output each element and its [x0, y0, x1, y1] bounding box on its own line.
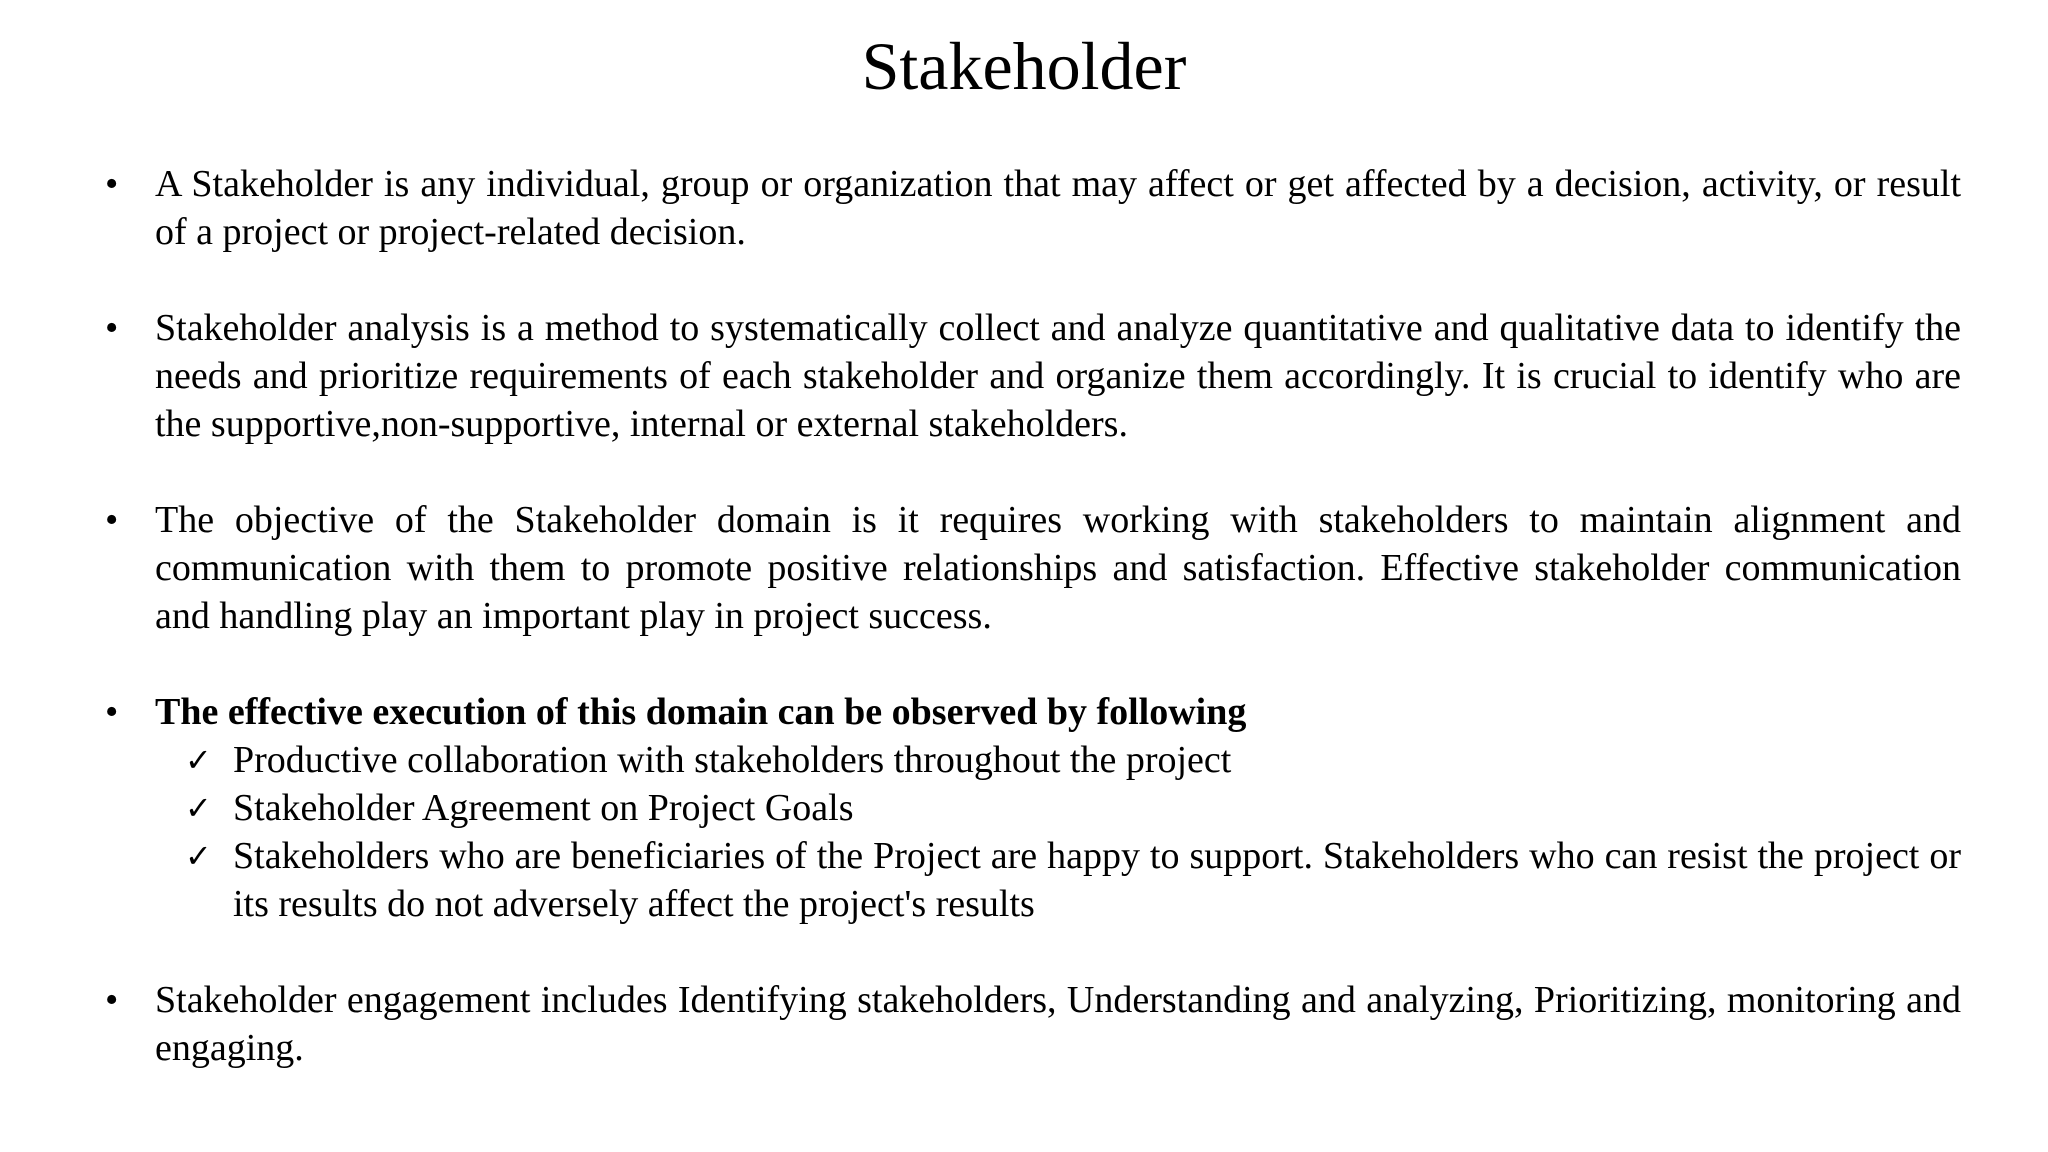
bullet-text: Stakeholder analysis is a method to systematically collect and analyze quantitative and qualitative data to identify the needs and prioritize requirements of each stakeholder and organize them accordingly. It is crucial to identify who are the supportive,non-supportive, internal or external stakeholders.: [155, 307, 1961, 445]
bullet-dot-icon: •: [105, 691, 119, 733]
checkmark-icon: ✓: [185, 741, 212, 779]
bullet-dot-icon: •: [105, 499, 119, 541]
check-item: [155, 784, 1961, 832]
bullet-dot-icon: •: [105, 979, 119, 1021]
bullet-item: [105, 496, 1961, 640]
bullet-list: [105, 160, 1961, 1120]
bullet-item: [105, 160, 1961, 256]
check-item-text: Productive collaboration with stakeholders throughout the project: [233, 739, 1232, 781]
bullet-dot-icon: •: [105, 163, 119, 205]
bullet-text-bold: The effective execution of this domain can be observed by following: [155, 691, 1247, 733]
slide-title: Stakeholder: [861, 28, 1187, 104]
check-item: [155, 832, 1961, 928]
bullet-text: The objective of the Stakeholder domain is it requires working with stakeholders to maintain alignment and communication with them to promote positive relationships and satisfaction. Effective stakeholder communication and handling play an important play in project success.: [155, 499, 1961, 637]
bullet-item: [105, 688, 1961, 928]
checkmark-icon: ✓: [185, 837, 212, 875]
check-list: [155, 736, 1961, 928]
bullet-text: A Stakeholder is any individual, group or organization that may affect or get affected by a decision, activity, or result of a project or project-related decision.: [155, 163, 1961, 253]
bullet-text: Stakeholder engagement includes Identifying stakeholders, Understanding and analyzing, Prioritizing, monitoring and engaging.: [155, 979, 1961, 1069]
check-item-text: Stakeholder Agreement on Project Goals: [233, 787, 854, 829]
bullet-item: [105, 976, 1961, 1072]
checkmark-icon: ✓: [185, 789, 212, 827]
bullet-item: [105, 304, 1961, 448]
check-item: [155, 736, 1961, 784]
check-item-text: Stakeholders who are beneficiaries of the Project are happy to support. Stakeholders who can resist the project or its results do not adversely affect the project's results: [233, 835, 1961, 925]
bullet-dot-icon: •: [105, 307, 119, 349]
